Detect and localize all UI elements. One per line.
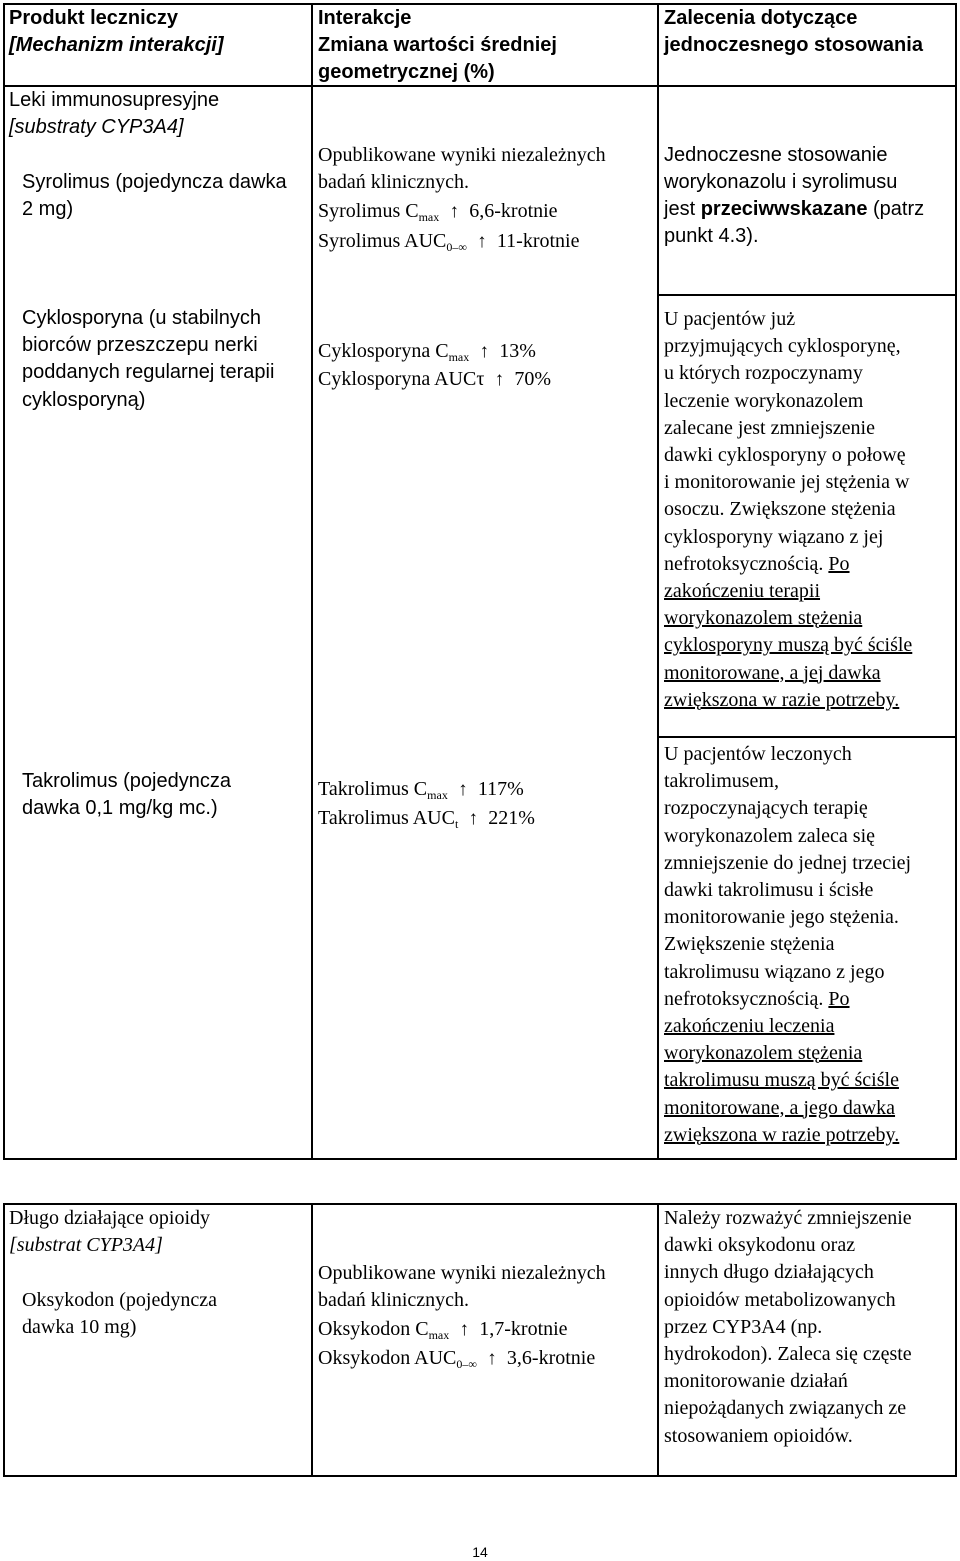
cyclosporine-cmax: Cyklosporyna $C_{max}$ ↑ 13% <box>318 340 536 364</box>
table-col-divider-1 <box>311 3 313 1160</box>
tacrolimus-rec-line: rozpoczynających terapię <box>664 797 868 820</box>
oxycodone-rec-line: stosowaniem opioidów. <box>664 1424 853 1447</box>
sirolimus-source-line1: Opublikowane wyniki niezależnych <box>318 144 606 166</box>
sirolimus-rec-line1: Jednoczesne stosowanie <box>664 144 888 166</box>
arrow-up-icon: ↑ <box>458 779 468 800</box>
cyclosporine-rec-line: przyjmujących cyklosporynę, <box>664 335 901 358</box>
oxycodone-rec-line: Należy rozważyć zmniejszenie <box>664 1207 912 1229</box>
header-product-title: Produkt leczniczy <box>9 7 178 29</box>
tacrolimus-rec-underlined-line: monitorowane, a jego dawka <box>664 1096 896 1119</box>
table-row-divider-2 <box>659 736 957 738</box>
sirolimus-auc: Syrolimus $AUC_{0-\infty}$ ↑ 11-krotnie <box>318 230 580 254</box>
cyclosporine-auc: Cyklosporyna AUCτ ↑ 70% <box>318 366 551 393</box>
drug-cyclosporine-line: biorców przeszczepu nerki <box>22 334 258 357</box>
table2-border-bottom <box>3 1475 957 1477</box>
cyclosporine-rec-underlined-line: worykonazolem stężenia <box>664 607 863 630</box>
cyclosporine-rec-line: U pacjentów już <box>664 308 796 330</box>
tacrolimus-rec-underlined-line: zwiększona w razie potrzeby. <box>664 1123 900 1146</box>
oxycodone-auc: Oksykodon $AUC_{0-\infty}$ ↑ 3,6-krotnie <box>318 1347 596 1371</box>
arrow-up-icon: ↑ <box>494 369 505 390</box>
tacrolimus-rec-line: zmniejszenie do jednej trzeciej <box>664 851 912 874</box>
oxycodone-cmax: Oksykodon $C_{max}$ ↑ 1,7-krotnie <box>318 1318 568 1342</box>
cyclosporine-rec-line: leczenie worykonazolem <box>664 389 864 412</box>
drug-sirolimus-line2: 2 mg) <box>22 198 74 220</box>
drug-cyclosporine-line: cyklosporyną) <box>22 388 146 411</box>
drug-cyclosporine-line: poddanych regularnej terapii <box>22 361 275 384</box>
group-opioids-mechanism: [substrat CYP3A4] <box>9 1234 163 1256</box>
oxycodone-source-line1: Opublikowane wyniki niezależnych <box>318 1262 606 1284</box>
arrow-up-icon: ↑ <box>468 808 479 829</box>
sirolimus-rec-line2: worykonazolu i syrolimusu <box>664 171 898 193</box>
tacrolimus-rec-line: monitorowanie jego stężenia. <box>664 906 899 929</box>
cyclosporine-rec-underlined-line: zwiększona w razie potrzeby. <box>664 688 900 711</box>
drug-tacrolimus-line: dawka 0,1 mg/kg mc.) <box>22 797 218 820</box>
header-recommendations-sub: jednoczesnego stosowania <box>664 34 923 56</box>
group-immunosuppressants: Leki immunosupresyjne <box>9 89 220 111</box>
oxycodone-rec-line: hydrokodon). Zaleca się częste <box>664 1343 912 1365</box>
oxycodone-rec-line: dawki oksykodonu oraz <box>664 1234 856 1257</box>
table2-border-left <box>3 1203 5 1477</box>
table-border-right-upper <box>955 3 957 1160</box>
tacrolimus-rec-line: Zwiększenie stężenia <box>664 933 835 956</box>
cyclosporine-rec-underlined-line: monitorowane, a jej dawka <box>664 661 881 684</box>
table-border-bottom-upper <box>3 1158 957 1160</box>
oxycodone-source-line2: badań klinicznych. <box>318 1289 470 1311</box>
header-interactions-sub1: Zmiana wartości średniej <box>318 34 557 56</box>
table-border-left-upper <box>3 3 5 1160</box>
oxycodone-rec-line: opioidów metabolizowanych <box>664 1288 896 1311</box>
drug-sirolimus-line1: Syrolimus (pojedyncza dawka <box>22 171 287 193</box>
sirolimus-cmax: Syrolimus $C_{max}$ ↑ 6,6-krotnie <box>318 200 558 224</box>
oxycodone-rec-line: przez CYP3A4 (np. <box>664 1315 823 1338</box>
tacrolimus-rec-line10: nefrotoksycznością. Po <box>664 988 850 1010</box>
drug-oxycodone-line1: Oksykodon (pojedyncza <box>22 1289 217 1311</box>
oxycodone-rec-line: niepożądanych związanych ze <box>664 1397 907 1420</box>
drug-cyclosporine-line: Cyklosporyna (u stabilnych <box>22 307 261 329</box>
tacrolimus-rec-line: worykonazolem zaleca się <box>664 824 876 847</box>
tacrolimus-rec-underlined-line: worykonazolem stężenia <box>664 1042 863 1065</box>
arrow-up-icon: ↑ <box>477 231 487 252</box>
header-interactions-title: Interakcje <box>318 7 412 29</box>
table-row-divider-1 <box>659 294 957 296</box>
cyclosporine-rec-line: osoczu. Zwiększone stężenia <box>664 498 896 521</box>
tacrolimus-rec-underlined-line: zakończeniu leczenia <box>664 1015 835 1037</box>
arrow-up-icon: ↑ <box>449 201 459 222</box>
cyclosporine-rec-line: cyklosporyny wiązano z jej <box>664 525 884 548</box>
group-opioids: Długo działające opioidy <box>9 1207 211 1229</box>
sirolimus-rec-line3: jest przeciwwskazane (patrz <box>664 198 925 220</box>
contraindicated-label: przeciwwskazane <box>700 198 868 220</box>
page-number: 14 <box>472 1544 488 1560</box>
oxycodone-rec-line: monitorowanie działań <box>664 1370 848 1393</box>
sirolimus-rec-line4: punkt 4.3). <box>664 225 759 247</box>
table2-col-divider-1 <box>311 1203 313 1477</box>
tacrolimus-rec-underlined-line: takrolimusu muszą być ściśle <box>664 1069 899 1092</box>
table2-col-divider-2 <box>657 1203 659 1477</box>
cyclosporine-rec-line: dawki cyklosporyny o połowę <box>664 444 906 466</box>
cyclosporine-rec-line: u których rozpoczynamy <box>664 362 863 385</box>
cyclosporine-rec-line: i monitorowanie jej stężenia w <box>664 471 910 494</box>
header-recommendations-title: Zalecenia dotyczące <box>664 7 858 29</box>
cyclosporine-rec-line: zalecane jest zmniejszenie <box>664 416 875 439</box>
tacrolimus-auc: Takrolimus $AUC_t$ ↑ 221% <box>318 807 535 831</box>
arrow-up-icon: ↑ <box>487 1348 497 1369</box>
table-col-divider-2 <box>657 3 659 1160</box>
tacrolimus-cmax: Takrolimus $C_{max}$ ↑ 117% <box>318 778 524 802</box>
arrow-up-icon: ↑ <box>459 1319 469 1340</box>
oxycodone-rec-line: innych długo działających <box>664 1261 874 1284</box>
tacrolimus-rec-line: takrolimusem, <box>664 770 779 793</box>
header-interactions-sub2: geometrycznej (%) <box>318 61 495 83</box>
table2-border-right <box>955 1203 957 1477</box>
arrow-up-icon: ↑ <box>479 341 489 362</box>
tacrolimus-rec-line: takrolimusu wiązano z jego <box>664 960 885 983</box>
drug-tacrolimus-line: Takrolimus (pojedyncza <box>22 770 231 792</box>
group-immunosuppressants-mechanism: [substraty CYP3A4] <box>9 116 184 138</box>
cyclosporine-rec-underlined-line: zakończeniu terapii <box>664 580 821 602</box>
sirolimus-source-line2: badań klinicznych. <box>318 171 470 193</box>
cyclosporine-rec-underlined-line: cyklosporyny muszą być ściśle <box>664 634 913 657</box>
tacrolimus-rec-line: dawki takrolimusu i ścisłe <box>664 879 874 901</box>
tacrolimus-rec-line: U pacjentów leczonych <box>664 743 852 765</box>
header-product-mechanism: [Mechanizm interakcji] <box>9 34 224 56</box>
drug-oxycodone-line2: dawka 10 mg) <box>22 1316 137 1338</box>
cyclosporine-rec-line10: nefrotoksycznością. Po <box>664 553 850 575</box>
